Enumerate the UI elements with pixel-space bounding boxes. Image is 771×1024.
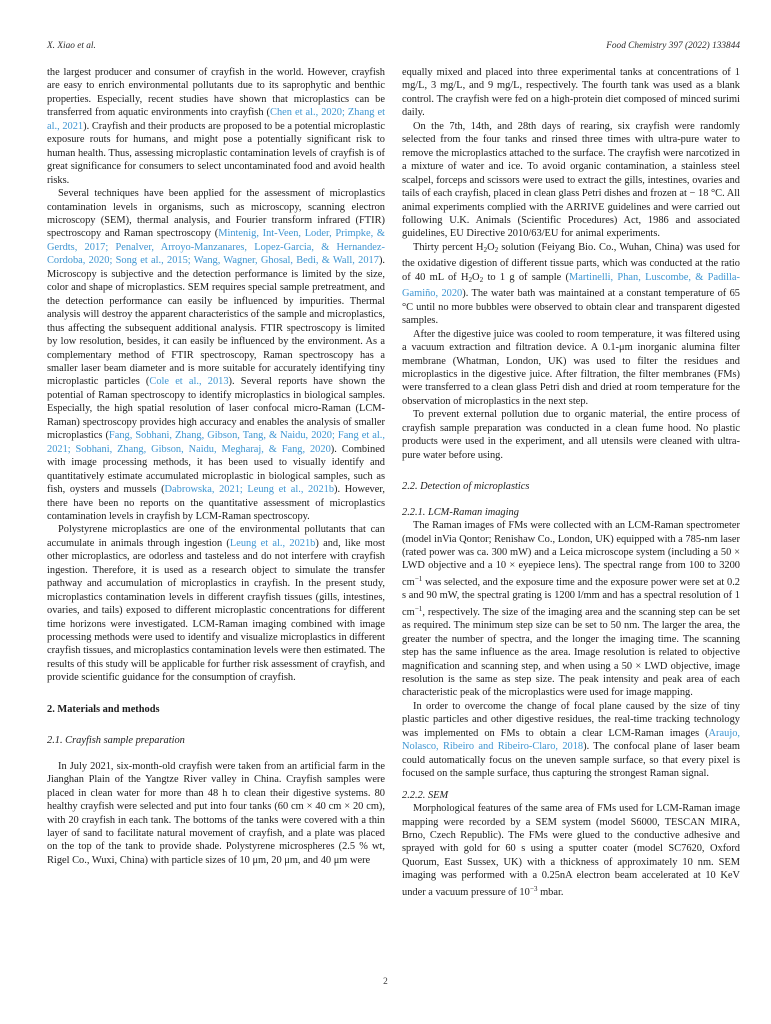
text-run: ). The water bath was maintained at a constant temperature of 65 °C until no more bubbles were observed to obtain clear and transparent digested samples. <box>402 288 740 327</box>
text-run: 2. Materials and methods <box>47 703 160 715</box>
text-run: To prevent external pollution due to organic material, the entire process of crayfish sample preparation was conducted in a clean fume hood. No plastic products were used in the experiment, and all utensils were cleaned with ultra-pure water before using. <box>402 409 740 461</box>
text-run: ). Crayfish and their products are proposed to be a potential microplastic exposure routs for humans, and might pose a potentially significant risk to human health. Thus, assessing microplastic contamination levels of crayfish is of great significance for consumers to select uncontaminated food and avoid health risks. <box>47 120 385 186</box>
subscript-text: 2 <box>494 245 499 254</box>
text-run: ). The confocal plane of laser beam could automatically focus on the uneven sample surface, so that every pixel is focused on the sample surface, thus capturing the strongest Raman signal. <box>402 741 741 780</box>
paragraph <box>402 519 740 700</box>
text-run: O <box>472 271 480 283</box>
text-run: In July 2021, six-month-old crayfish were taken from an artificial farm in the Jianghan Plain of the Yangtze River valley in China. Crayfish samples were placed in clean water for more than 48 h to clean their digestive systems. 80 healthy crayfish were selected and put into four tanks (60 cm × 40 cm × 20 cm), with 20 crayfish in each tank. The bottoms of the tanks were covered with a thin layer of sand to facilitate natural movement of crayfish, and a plate was placed on the top of the tank to provide shade. Polystyrene microspheres (2.5 % wt, Rigel Co., Wuxi, China) with particle sizes of 10 μm, 20 μm, and 40 μm were <box>47 760 385 866</box>
two-column-body <box>47 66 740 899</box>
text-run: The Raman images of FMs were collected with an LCM-Raman spectrometer (model inVia Qontor; Renishaw Co., London, UK) equipped with a 785-nm laser (rated power was ca. 300 mW) and a Leica microscope system (including a 50 × LWD objective and a 10 × eyepiece lens). The spectral range from 100 to 3200 cm <box>402 520 740 588</box>
text-run: mbar. <box>537 886 564 898</box>
right-column <box>402 66 740 899</box>
text-run: ). Several reports have shown the potential of Raman spectroscopy to identify microplastics in biological samples. Especially, the high spatial resolution of laser confocal micro-Raman (LCM-Raman) spectroscopy provides high accuracy and enables the analysis of smaller microplastics ( <box>47 376 385 442</box>
paragraph <box>402 802 740 899</box>
citation-link[interactable]: Leung et al., 2021b <box>229 537 316 549</box>
page-number: 2 <box>383 977 388 987</box>
citation-link[interactable]: Mintenig, Int-Veen, Loder, Primpke, & Gerdts, 2017; Penalver, Arroyo-Manzanares, Lopez-Garcia, & Hernandez-Cordoba, 2020; Song et al., 2015; Wang, Wagner, Ghosal, Bedi, & Wall, 2017 <box>47 228 385 267</box>
section-heading <box>402 506 740 519</box>
subscript-text: 2 <box>483 245 488 254</box>
section-heading <box>47 734 385 747</box>
text-run: Polystyrene microplastics are one of the environmental pollutants that can accumulate in animals through ingestion ( <box>47 524 385 549</box>
text-run: the largest producer and consumer of crayfish in the world. However, crayfish are easy to enrich environmental pollutants due to its saprophytic and benthic properties. Especially, recent studies have shown that microplastics can be transferred from aquatic environments into crayfish ( <box>47 67 385 119</box>
text-run: ). Microscopy is subjective and the detection performance is limited by the size, color and shape of microplastics. SEM requires special sample pretreatment, and the detection performance can easily be influenced by impurities. Thermal analysis will destroy the apparent characteristics of the sample and microplastics, thus affecting the subsequent additional analysis. FTIR spectroscopy is limited by low resolution, besides, it can easily be influenced by the environment. As a complementary method of FTIR spectroscopy, Raman spectroscopy has a smaller laser beam diameter and is more suitable for accurately identifying tiny microplastic particles ( <box>47 255 385 388</box>
page-footer <box>0 977 771 987</box>
paragraph <box>47 523 385 684</box>
text-run: to 1 g of sample ( <box>483 271 569 283</box>
text-run: In order to overcome the change of focal plane caused by the size of tiny plastic particles and other digestive residues, the real-time tracking technology was implemented on FMs to obtain a clear LCM-Raman images ( <box>402 700 740 739</box>
paragraph <box>402 241 740 328</box>
paragraph <box>402 700 740 781</box>
text-run: 2.2.1. LCM-Raman imaging <box>402 506 519 518</box>
subscript-text: 2 <box>468 275 473 284</box>
paragraph <box>47 187 385 523</box>
section-heading <box>47 703 385 716</box>
text-run: ). However, there have been no reports on the quantitative assessment of microplastics contamination levels in crayfish by LCM-Raman spectroscopy. <box>47 484 386 522</box>
superscript-text: −1 <box>414 604 423 613</box>
section-heading <box>402 789 740 802</box>
text-run: was selected, and the exposure time and the exposure power were set at 0.2 s and 90 mW, the spectral grating is 1200 l/mm and has a spectral resolution of 1 cm <box>402 576 740 618</box>
section-heading <box>402 480 740 493</box>
paragraph <box>402 328 740 409</box>
text-run: Morphological features of the same area of FMs used for LCM-Raman image mapping were recorded by a SEM system (model S6000, TESCAN MIRA, Brno, Czech Republic). The FMs were glued to the conductive adhesive and sprayed with gold for 60 s using a sputter coater (model SC7620, Oxford Quorum, East Sussex, UK) with a thickness of approximately 10 nm. SEM imaging was performed with a 0.25nA electron beam accelerated at 10 KeV under a vacuum pressure of 10 <box>402 803 740 898</box>
subscript-text: 2 <box>479 275 484 284</box>
text-run: 2.1. Crayfish sample preparation <box>47 735 185 747</box>
text-run: On the 7th, 14th, and 28th days of rearing, six crayfish were randomly selected from the four tanks and rinsed three times with ultra-pure water to remove the microplastics attached to the surface. The crayfish were narcotized in a mixture of water and ice. To avoid organic contamination, a stainless steel scalpel, forceps and scissors were used to extract the gills, intestines, ovaries and tails of each crayfish, placed in clean glass Petri dishes and frozen at − 18 °C. All animal experiments complied with the ARRIVE guidelines and were carried out following U.K. Animals (Scientific Procedures) Act, 1986 and associated guidelines, EU Directive 2010/63/EU for animal experiments. <box>402 120 740 240</box>
text-run: Thirty percent H <box>413 241 484 253</box>
citation-link[interactable]: Dabrowska, 2021; Leung et al., 2021b <box>164 484 335 496</box>
left-column <box>47 66 385 899</box>
text-run: Several techniques have been applied for the assessment of microplastics contamination levels in organisms, such as microscopy, scanning electron microscopy (SEM), thermal analysis, and Fourier transform infrared (FTIR) spectroscopy and Raman spectroscopy ( <box>47 188 385 240</box>
paragraph <box>47 66 385 187</box>
text-run: solution (Feiyang Bio. Co., Wuhan, China) was used for the oxidative digestion of different tissue parts, which was conducted at the ratio of 40 mL of H <box>402 241 740 283</box>
text-run: , respectively. The size of the imaging area and the scanning step can be set as required. The minimum step size can be set to 50 nm. The larger the area, the greater the number of spectra, and the longer the imaging time. The scanning step has the same influence as the area. Image resolution is related to objective magnification and scanning step, and when using a 50 × LWD objective, image resolution is the same as step size. The peak intensity and peak area of each characteristic peak of the microplastics were used for image mapping. <box>402 606 740 699</box>
journal-reference: Food Chemistry 397 (2022) 133844 <box>606 41 740 51</box>
citation-link[interactable]: Chen et al., 2020; Zhang et al., 2021 <box>47 107 385 132</box>
superscript-text: −1 <box>414 574 423 583</box>
text-run: O <box>487 241 495 253</box>
paragraph <box>402 408 740 462</box>
paragraph <box>47 760 385 868</box>
running-head <box>47 41 740 51</box>
citation-link[interactable]: Martinelli, Phan, Luscombe, & Padilla-Gamiño, 2020 <box>402 271 740 300</box>
citation-link[interactable]: Araujo, Nolasco, Ribeiro and Ribeiro-Claro, 2018 <box>402 727 740 753</box>
text-run: 2.2.2. SEM <box>402 789 449 801</box>
superscript-text: −3 <box>529 884 538 893</box>
text-run: equally mixed and placed into three experimental tanks at concentrations of 1 mg/L, 3 mg/L, and 9 mg/L, respectively. The fourth tank was used as a blank control. The crayfish were fed on a high-protein diet composed of minced surimi daily. <box>402 67 740 119</box>
citation-link[interactable]: Cole et al., 2013 <box>149 376 229 388</box>
text-run: ) and, like most other microplastics, are odorless and tasteless and do not interfere with crayfish ingestion. Therefore, it is used as a research object to simulate the transfer pathway and accumulation of microplastics in crayfish. In the present study, microplastics contamination levels in different crayfish tissues (gills, intestines, ovaries, and tails) exposed to different microplastic concentrations for different time horizons were investigated. LCM-Raman imaging combined with image processing methods were used to identify and visualize microplastics in different crayfish tissues, and microplastics contamination levels were then estimated. The results of this study will be applicable for further risk assessment of crayfish, and provide scientific guidance for the consumption of crayfish. <box>47 537 385 684</box>
text-run: 2.2. Detection of microplastics <box>402 481 530 493</box>
text-run: After the digestive juice was cooled to room temperature, it was filtered using a vacuum extraction and filtration device. A 0.1-μm inorganic alumina filter membrane (Whatman, London, UK) was used to filter the residues and microplastics in the digestive juice. After filtration, the filter membranes (FMs) were transferred to a clean glass Petri dish and dried at room temperature for the observation of microplastics in the next step. <box>402 328 740 407</box>
paragraph <box>402 66 740 120</box>
citation-link[interactable]: Fang, Sobhani, Zhang, Gibson, Tang, & Naidu, 2020; Fang et al., 2021; Sobhani, Zhang, Gibson, Naidu, Megharaj, & Fang, 2020 <box>47 430 385 455</box>
paragraph <box>402 120 740 241</box>
running-author: X. Xiao et al. <box>47 41 96 51</box>
text-run: ). Combined with image processing methods, it has been used to visually identify and quantitatively estimate accumulated microplastic in biological samples, such as fish, oysters and mussels ( <box>47 443 385 496</box>
